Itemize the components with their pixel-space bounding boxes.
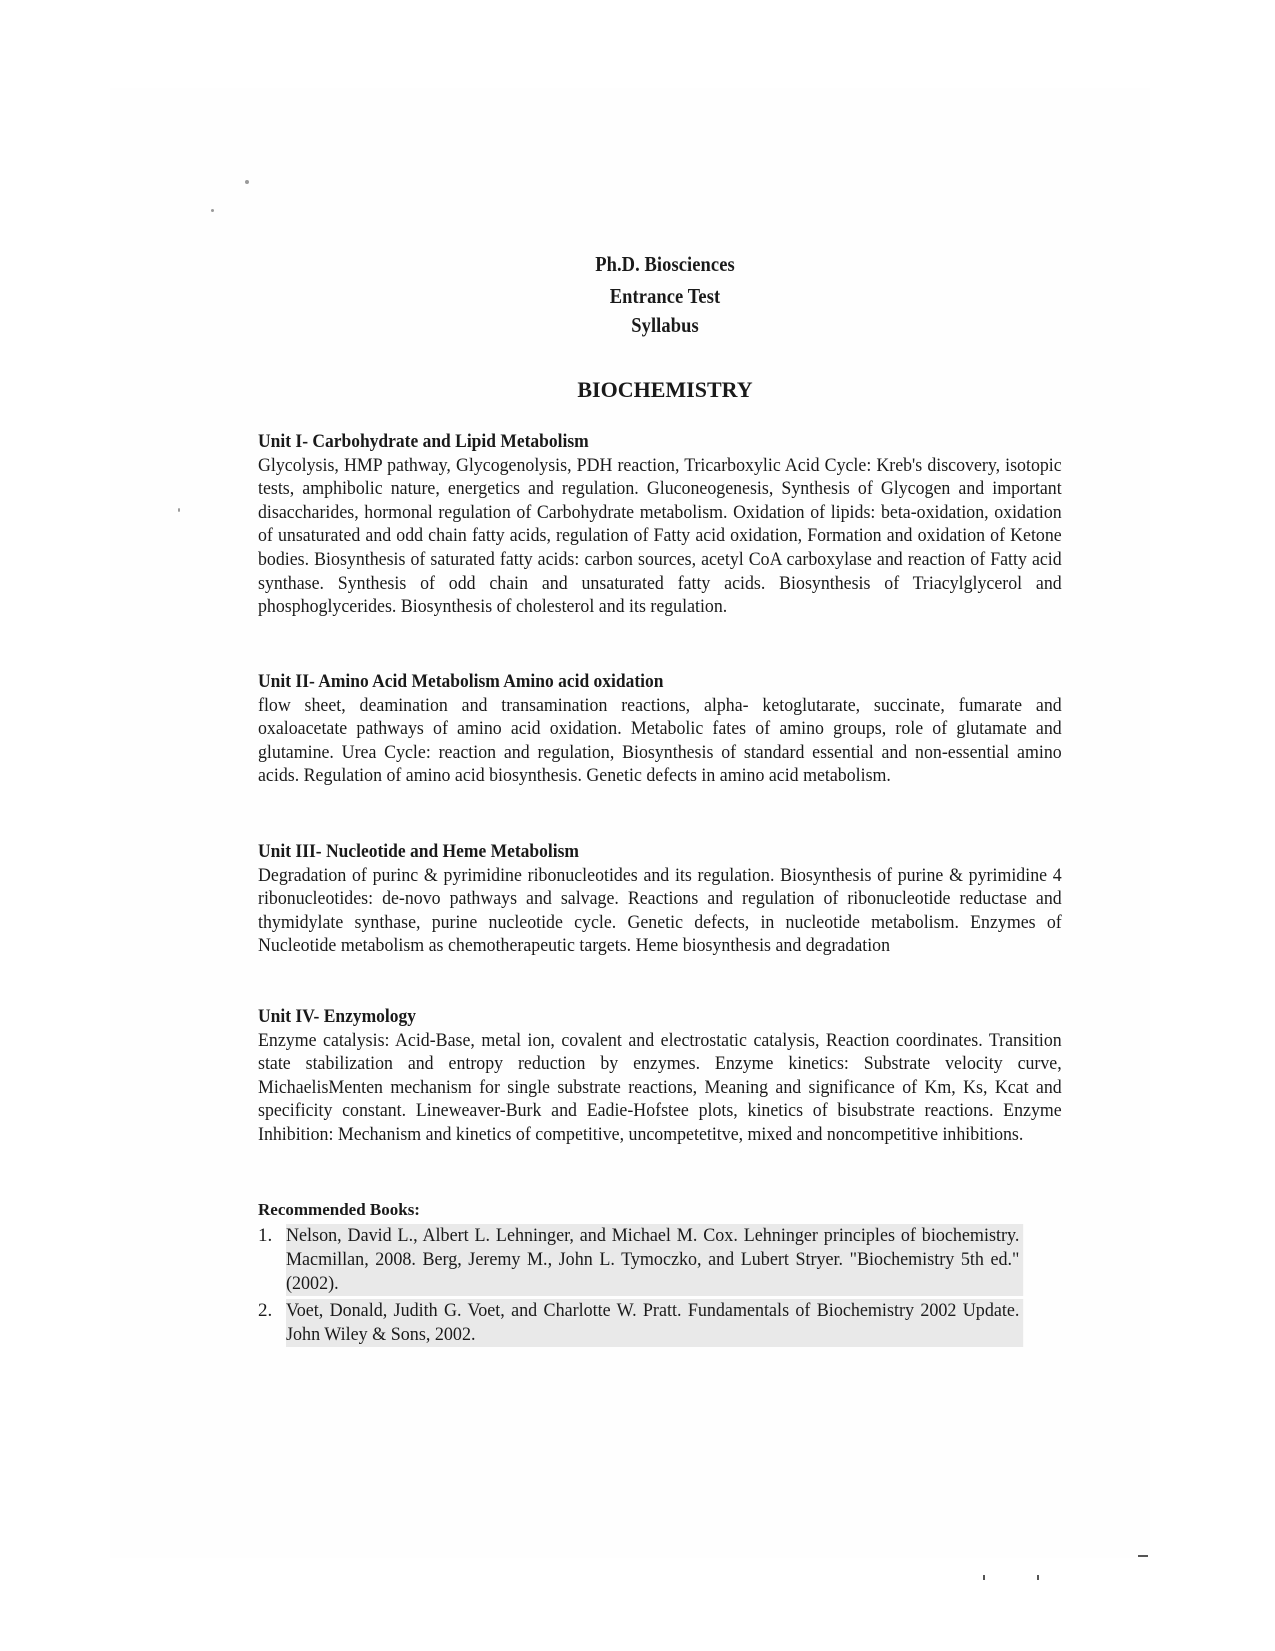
book-number: 1.	[258, 1224, 273, 1246]
book-item	[258, 1299, 1062, 1347]
scan-speck	[178, 508, 180, 512]
unit-4-section	[258, 1005, 1062, 1147]
recommended-books-section	[258, 1198, 1062, 1350]
scan-speck	[211, 209, 214, 212]
book-list	[258, 1224, 1062, 1347]
book-citation: Voet, Donald, Judith G. Voet, and Charlotte W. Pratt. Fundamentals of Biochemistry 2002 Update. John Wiley & Sons, 2002.	[286, 1299, 1023, 1347]
unit-2-section	[258, 670, 1062, 788]
unit-body: Enzyme catalysis: Acid-Base, metal ion, covalent and electrostatic catalysis, Reaction coordinates. Transition state stabilization and entropy reduction by enzymes. Enzyme kinetics: Substrate velocity curve, MichaelisMenten mechanism for single substrate reactions, Meaning and significance of Km, Ks, Kcat and specificity constant. Lineweaver-Burk and Eadie-Hofstee plots, kinetics of bisubstrate reactions. Enzyme Inhibition: Mechanism and kinetics of competitive, uncompetetitve, mixed and noncompetitive inhibitions.	[258, 1029, 1062, 1145]
unit-body: flow sheet, deamination and transamination reactions, alpha- ketoglutarate, succinate, fumarate and oxaloacetate pathways of amino acid oxidation. Metabolic fates of amino groups, role of glutamate and glutamine. Urea Cycle: reaction and regulation, Biosynthesis of standard essential and non-essential amino acids. Regulation of amino acid biosynthesis. Genetic defects in amino acid metabolism.	[258, 694, 1062, 787]
unit-body: Glycolysis, HMP pathway, Glycogenolysis, PDH reaction, Tricarboxylic Acid Cycle: Kreb's discovery, isotopic tests, amphibolic nature, energetics and regulation. Gluconeogenesis, Synthesis of Glycogen and important disaccharides, hormonal regulation of Carbohydrate metabolism. Oxidation of lipids: beta-oxidation, oxidation of unsaturated and odd chain fatty acids, regulation of Fatty acid oxidation, Formation and oxidation of Ketone bodies. Biosynthesis of saturated fatty acids: carbon sources, acetyl CoA carboxylase and reaction of Fatty acid synthase. Synthesis of odd chain and unsaturated fatty acids. Biosynthesis of Triacylglycerol and phosphoglycerides. Biosynthesis of cholesterol and its regulation.	[258, 454, 1062, 618]
document-title-line-3: Syllabus	[631, 313, 699, 337]
book-citation: Nelson, David L., Albert L. Lehninger, and Michael M. Cox. Lehninger principles of biochemistry. Macmillan, 2008. Berg, Jeremy M., John L. Tymoczko, and Lubert Stryer. "Biochemistry 5th ed." (2002).	[286, 1224, 1023, 1296]
scan-mark	[1037, 1575, 1039, 1580]
unit-1-section	[258, 430, 1062, 619]
book-item	[258, 1224, 1062, 1296]
unit-3-section	[258, 840, 1062, 958]
subject-heading: BIOCHEMISTRY	[577, 377, 753, 402]
unit-heading: Unit I- Carbohydrate and Lipid Metabolism	[258, 431, 589, 452]
document-title-line-2: Entrance Test	[609, 284, 721, 308]
scan-mark	[983, 1575, 985, 1580]
document-title-line-1: Ph.D. Biosciences	[595, 252, 735, 276]
book-number: 2.	[258, 1299, 273, 1321]
scan-speck	[245, 180, 249, 184]
unit-heading: Unit IV- Enzymology	[258, 1006, 416, 1027]
scan-mark	[1138, 1555, 1148, 1557]
unit-body: Degradation of purinc & pyrimidine ribonucleotides and its regulation. Biosynthesis of purine & pyrimidine 4 ribonucleotides: de-novo pathways and salvage. Reactions and regulation of ribonucleotide reductase and thymidylate synthase, purine nucleotide cycle. Genetic defects, in nucleotide metabolism. Enzymes of Nucleotide metabolism as chemotherapeutic targets. Heme biosynthesis and degradation	[258, 864, 1062, 957]
unit-heading: Unit II- Amino Acid Metabolism Amino acid oxidation	[258, 671, 664, 692]
books-heading: Recommended Books:	[258, 1200, 420, 1219]
unit-heading: Unit III- Nucleotide and Heme Metabolism	[258, 841, 579, 862]
